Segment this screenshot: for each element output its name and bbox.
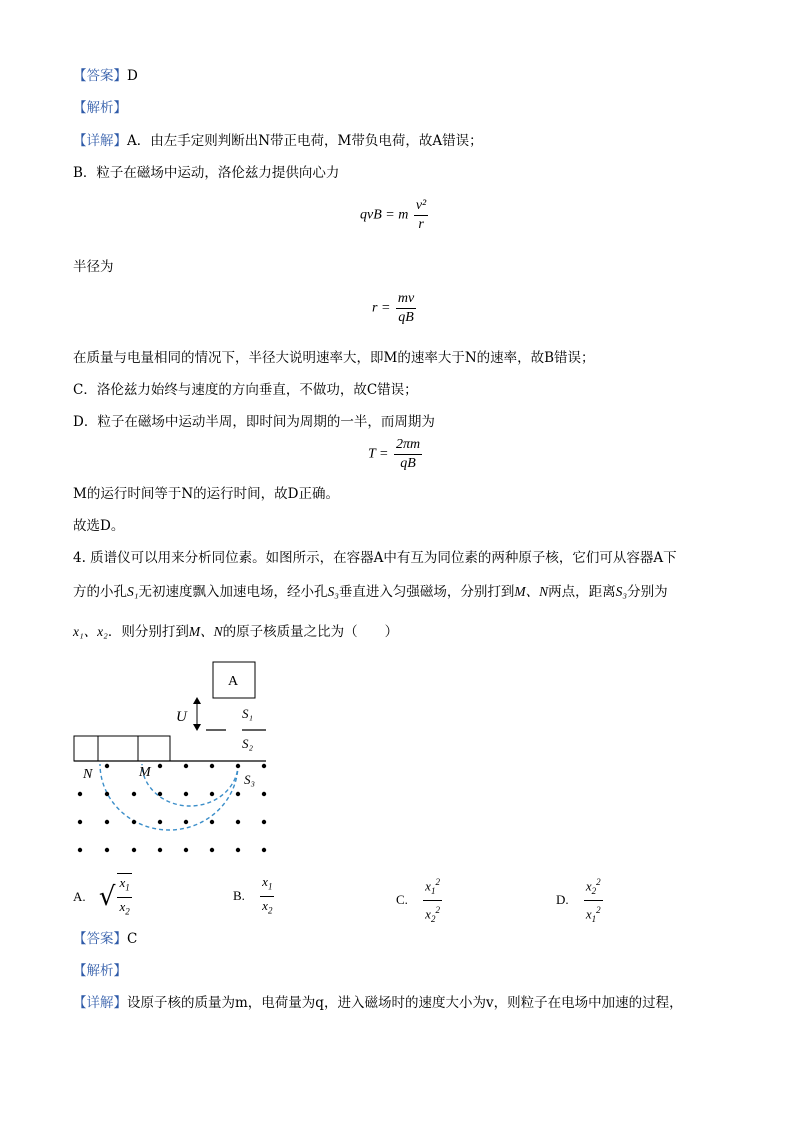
answer-value: D xyxy=(127,68,138,84)
field-dot xyxy=(262,792,266,796)
option-a-label: A. xyxy=(73,888,86,904)
eq1-numerator: v² xyxy=(414,197,428,216)
equation-period xyxy=(368,436,424,473)
analysis-tag-q4 xyxy=(73,961,127,981)
stem-part: 垂直进入匀强磁场，分别打到 xyxy=(338,584,515,600)
arrow-head-down xyxy=(193,724,201,731)
analysis-tag: 【解析】 xyxy=(73,963,127,979)
s2-label: S₂ xyxy=(242,736,254,751)
q4-stem-line2 xyxy=(73,582,668,602)
option-b-conclusion: 在质量与电量相同的情况下，半径大说明速率大，即M的速率大于N的速率，故B错误； xyxy=(73,350,595,366)
points-mn-ref: M、N xyxy=(188,624,223,639)
field-dot xyxy=(262,848,266,852)
field-dot xyxy=(184,820,188,824)
field-dot xyxy=(78,792,82,796)
point-n-label: N xyxy=(83,767,93,782)
magnetic-field-dots xyxy=(78,764,266,852)
trajectory-m xyxy=(142,764,238,806)
stem-part: 无初速度飘入加速电场，经小孔 xyxy=(138,584,328,600)
option-b-explanation: B．粒子在磁场中运动，洛伦兹力提供向心力 xyxy=(73,165,340,181)
detail-tag: 【详解】 xyxy=(73,133,127,149)
field-dot xyxy=(132,820,136,824)
field-dot xyxy=(210,820,214,824)
analysis-tag-q3 xyxy=(73,98,127,118)
stem-part: 方的小孔 xyxy=(73,584,127,600)
field-dot xyxy=(78,848,82,852)
field-dot xyxy=(158,820,162,824)
stem-part: ．则分别打到 xyxy=(107,624,189,640)
eq3-denominator: qB xyxy=(400,456,416,471)
answer-tag: 【答案】 xyxy=(73,68,127,84)
option-d-explanation: D．粒子在磁场中运动半周，即时间为周期的一半，而周期为 xyxy=(73,414,435,430)
eq2-numerator: mv xyxy=(396,290,416,309)
answer-tag: 【答案】 xyxy=(73,931,127,947)
eq1-fraction xyxy=(414,197,428,234)
eq3-fraction xyxy=(394,436,422,473)
answer-value: C xyxy=(127,931,138,947)
detail-line-q4 xyxy=(73,993,683,1013)
field-dot xyxy=(184,764,188,768)
field-dot xyxy=(210,792,214,796)
q4-stem-line3 xyxy=(73,622,398,642)
field-dot xyxy=(158,848,162,852)
field-dot xyxy=(262,820,266,824)
option-c-label: C. xyxy=(396,892,408,908)
detail-line-a xyxy=(73,131,483,151)
field-dot xyxy=(236,820,240,824)
field-dot xyxy=(132,848,136,852)
mass-spectrometer-diagram xyxy=(70,660,280,860)
hole-s1-ref: S₁ xyxy=(127,584,139,599)
field-dot xyxy=(210,764,214,768)
field-dot xyxy=(262,764,266,768)
field-dot xyxy=(105,792,109,796)
eq2-denominator: qB xyxy=(398,310,414,325)
point-m-label: M xyxy=(139,765,151,780)
option-d-conclusion: M的运行时间等于N的运行时间，故D正确。 xyxy=(73,486,339,502)
field-dot xyxy=(236,764,240,768)
field-dot xyxy=(132,792,136,796)
final-choice-q3: 故选D。 xyxy=(73,518,125,534)
option-d-label: D. xyxy=(556,892,569,908)
s3-label: S₃ xyxy=(244,772,256,787)
option-d-fraction: $\frac{x_2^2}{x_1^2}$ xyxy=(584,873,603,928)
option-b-fraction: $\frac{x_1}{x_2}$ xyxy=(262,874,273,916)
detail-text: 设原子核的质量为m，电荷量为q，进入磁场时的速度大小为v，则粒子在电场中加速的过程， xyxy=(127,995,683,1011)
distances-ref: x₁、x₂ xyxy=(73,624,108,639)
q4-stem-line1: 4. 质谱仪可以用来分析同位素。如图所示，在容器A中有互为同位素的两种原子核，它们可从容器A下 xyxy=(73,550,677,566)
eq2-fraction xyxy=(396,290,416,327)
option-a-explanation: A．由左手定则判断出N带正电荷，M带负电荷，故A错误； xyxy=(127,133,483,149)
answer-line-q4 xyxy=(73,929,137,949)
stem-part: 分别为 xyxy=(627,584,668,600)
field-dot xyxy=(105,764,109,768)
eq3-left: T = xyxy=(368,446,389,462)
field-dot xyxy=(236,792,240,796)
sqrt-icon: √ xyxy=(98,881,116,912)
equation-centripetal xyxy=(360,197,430,234)
hole-s3-ref: S₃ xyxy=(327,584,339,599)
option-b-label: B. xyxy=(233,888,245,904)
arrow-head-up xyxy=(193,697,201,704)
field-dot xyxy=(184,848,188,852)
field-dot xyxy=(236,848,240,852)
eq2-left: r = xyxy=(372,300,391,316)
detail-tag: 【详解】 xyxy=(73,995,127,1011)
field-dot xyxy=(210,848,214,852)
answer-line-q3 xyxy=(73,66,138,86)
equation-radius xyxy=(372,290,418,327)
trajectory-n xyxy=(100,764,238,830)
option-c-explanation: C．洛伦兹力始终与速度的方向垂直，不做功，故C错误； xyxy=(73,382,418,398)
option-c[interactable] xyxy=(396,873,444,928)
eq3-numerator: 2πm xyxy=(394,436,422,455)
field-dot xyxy=(78,820,82,824)
stem-part: 两点，距离 xyxy=(548,584,616,600)
points-mn-ref: M、N xyxy=(514,584,549,599)
stem-part: 的原子核质量之比为（ ） xyxy=(222,624,399,640)
option-a[interactable] xyxy=(73,873,134,920)
field-dot xyxy=(105,848,109,852)
eq1-denominator: r xyxy=(418,217,424,232)
field-dot xyxy=(184,792,188,796)
radius-label: 半径为 xyxy=(73,259,114,275)
voltage-label: U xyxy=(176,709,187,725)
s1-label: S₁ xyxy=(242,706,254,721)
detector-plate xyxy=(74,736,170,761)
field-dot xyxy=(158,792,162,796)
option-c-fraction: $\frac{x_1^2}{x_2^2}$ xyxy=(423,873,442,928)
option-d[interactable] xyxy=(556,873,605,928)
hole-s3-ref: S₃ xyxy=(615,584,628,599)
container-label: A xyxy=(227,674,239,689)
option-a-fraction: $\frac{x_1}{x_2}$ xyxy=(117,873,131,920)
field-dot xyxy=(105,820,109,824)
eq1-left: qvB = m xyxy=(360,207,409,223)
field-dot xyxy=(158,764,162,768)
analysis-tag: 【解析】 xyxy=(73,100,127,116)
option-b[interactable] xyxy=(233,873,276,919)
